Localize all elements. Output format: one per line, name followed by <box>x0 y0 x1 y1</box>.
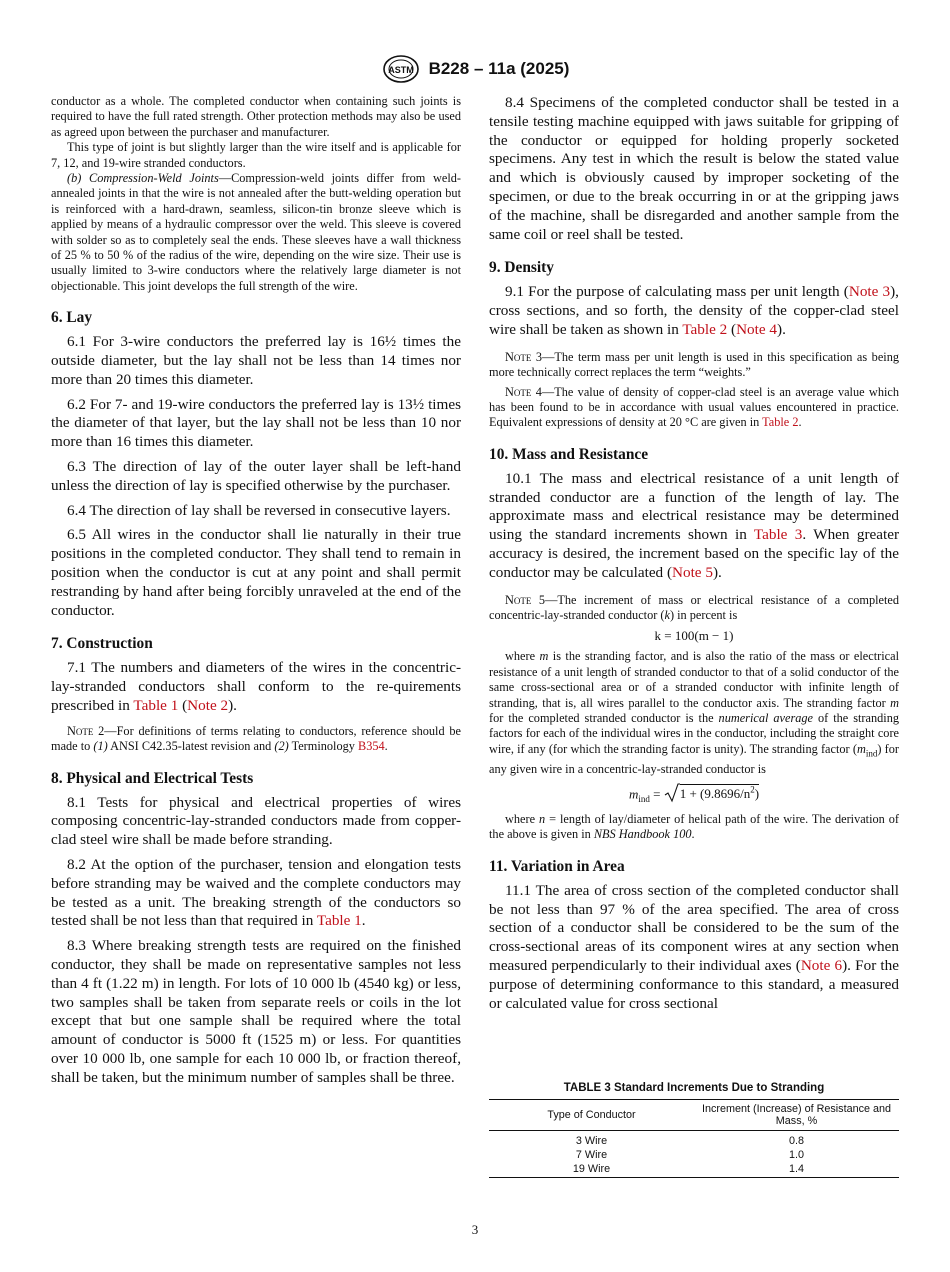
note-5-text-e: for the completed stranded conductor is the <box>489 711 719 726</box>
note-5-text-g: ) for any given wire in a concentric-lay-stranded conductor is <box>489 741 899 776</box>
table-3-col-increment: Increment (Increase) of Resistance and Mass, % <box>694 1100 899 1131</box>
compression-weld-label: (b) Compression-Weld Joints <box>67 171 219 186</box>
link-note-6[interactable]: Note 6 <box>800 957 843 975</box>
link-note-2[interactable]: Note 2 <box>187 697 229 715</box>
note-5-mind: m <box>856 741 866 756</box>
para-6-5: 6.5 All wires in the conductor shall lie naturally in their true positions in the completed conductor. They shall tend to remain in position when the conductor is cut at any point and shall permit restranding by hand after being forcibly unraveled at the end of the conductor. <box>51 526 461 619</box>
para-8-1: 8.1 Tests for physical and electrical properties of wires composing concentric-lay-stranded conductors made from copper-clad steel wire shall be made before stranding. <box>51 793 461 849</box>
para-10-1 <box>489 470 899 583</box>
note-5-text-f: of the stranding factors for each of the individual wires in the conductor, including the straight core wire, if any (for which the stranding factor is unity). The stranding factor ( <box>489 711 899 756</box>
intro-paragraph-1: conductor as a whole. The completed conductor when containing such joints is required to have the full rated strength. Other protection methods may also be used as agreed upon between the purchaser and manufacturer. <box>51 94 461 139</box>
equation-m-ind <box>489 781 899 808</box>
table-row <box>489 1148 899 1162</box>
section-8-title: 8. Physical and Electrical Tests <box>51 769 254 787</box>
para-9-1-text-a: 9.1 For the purpose of calculating mass per unit length ( <box>505 283 849 301</box>
note-4-label: Note 4 <box>505 384 542 399</box>
eq2-sup: 2 <box>750 785 755 796</box>
para-7-1 <box>51 659 461 715</box>
table-row <box>489 1162 899 1178</box>
table-3-grid <box>489 1099 899 1178</box>
note-5-m2: m <box>890 695 899 710</box>
para-8-2-text: 8.2 At the option of the purchaser, tension and elongation tests before stranding may be waived and the complete conductors may be tested as a unit. The breaking strength of the conductors so tested shall be not less than that required in <box>51 856 461 930</box>
note-4-text: —The value of density of copper-clad steel is an average value which has been found to be in accordance with usual values encountered in practice. Equivalent expressions of density at 20 °C are given in <box>489 384 899 430</box>
note-2-ref-2: (2) <box>274 739 289 754</box>
table-cell-value: 1.0 <box>788 1149 804 1161</box>
note-5-text-i: = length of lay/diameter of helical path of the wire. The derivation of the above is given in <box>489 812 899 842</box>
para-10-1-text-b: . When greater accuracy is desired, the increment based on the specific lay of the conductor may be calculated ( <box>489 526 900 581</box>
section-6-title: 6. Lay <box>51 309 93 327</box>
note-5-continued <box>489 649 899 777</box>
intro-paragraph-3 <box>51 171 461 294</box>
compression-weld-text: —Compression-weld joints differ from weld-annealed joints in that the wire is not annealed after the butt-welding operation but is reinforced with a hard-drawn, seamless, silicon-tin bronze sleeve which is applied by means of a hydraulic compressor over the weld. This sleeve is covered with solder so as to completely seal the ends. These sleeves have a wall thickness of 25 % to 50 % of the radius of the wire, depending on the wire size. Their use is usually limited to 3-wire conductors where the relatively large diameter is not objectionable. This joint develops the full strength of the wire. <box>51 171 462 293</box>
table-cell-type: 3 Wire <box>575 1135 608 1147</box>
page-number: 3 <box>471 1222 479 1237</box>
link-table-2-b[interactable]: Table 2 <box>762 415 799 430</box>
para-7-1-text-c: ). <box>228 697 237 715</box>
table-cell-type: 7 Wire <box>575 1149 608 1161</box>
note-5 <box>489 593 899 624</box>
note-5-text-c: where <box>505 649 540 664</box>
para-6-4: 6.4 The direction of lay shall be reversed in consecutive layers. <box>67 501 451 519</box>
para-11-1-text-a: 11.1 The area of cross section of the completed conductor shall be not less than 97 % of the area specified. The area of cross section of a conductor shall be considered to be the sum of the cross-sectional areas of its component wires at any section when measured perpendicularly to their individual axes ( <box>489 881 899 975</box>
link-table-1-b[interactable]: Table 1 <box>316 912 362 930</box>
note-2-text-c: Terminology <box>288 739 358 754</box>
section-11-title: 11. Variation in Area <box>489 857 625 875</box>
table-cell-type: 19 Wire <box>489 1162 694 1178</box>
right-column <box>489 94 899 1013</box>
table-3-col-type: Type of Conductor <box>489 1100 694 1131</box>
table-cell-value: 0.8 <box>788 1135 804 1147</box>
note-5-text-b: ) in percent is <box>669 607 738 622</box>
eq2-close: ) <box>754 786 760 802</box>
section-9-title: 9. Density <box>489 259 554 277</box>
note-2 <box>51 724 461 755</box>
para-6-1: 6.1 For 3-wire conductors the preferred lay is 16½ times the outside diameter, but the lay shall not be less than 14 times nor more than 20 times this diameter. <box>51 333 461 388</box>
link-b354[interactable]: B354 <box>358 739 385 754</box>
note-2-ref-1: (1) <box>93 739 108 754</box>
note-5-text-h: where <box>505 812 539 827</box>
table-3-header-row <box>489 1100 899 1131</box>
note-5-text-a: —The increment of mass or electrical resistance of a completed concentric-lay-stranded conductor ( <box>489 592 899 622</box>
note-5-ind: ind <box>865 748 878 759</box>
note-5-m1: m <box>539 649 549 664</box>
note-2-text-a: —For definitions of terms relating to conductors, reference should be made to <box>51 723 461 754</box>
sqrt-icon <box>664 783 680 808</box>
eq2-root: 1 + (9.8696/n <box>679 786 751 802</box>
section-10-title: 10. Mass and Resistance <box>489 445 649 463</box>
para-9-1-text-d: ). <box>777 320 786 338</box>
para-11-1-text-b: ). For the purpose of determining conformance to this standard, a measured or calculated value for cross sectional <box>489 957 899 1012</box>
document-id: B228 – 11a (2025) <box>428 59 570 78</box>
note-4 <box>489 385 899 431</box>
table-cell-value: 1.4 <box>694 1162 899 1178</box>
note-3-text: —The term mass per unit length is used in this specification as being more technically correct replaces the term “weights.” <box>489 349 899 380</box>
para-8-2-text-b: . <box>361 912 366 930</box>
link-table-2[interactable]: Table 2 <box>682 320 728 338</box>
equation-k: k = 100(m − 1) <box>654 628 734 644</box>
link-note-3[interactable]: Note 3 <box>848 283 891 301</box>
eq2-m: m <box>628 786 639 802</box>
note-2-text-d: . <box>384 739 388 754</box>
table-3-title: TABLE 3 Standard Increments Due to Stranding <box>563 1082 825 1094</box>
note-5-nbs-handbook: NBS Handbook 100 <box>593 827 692 842</box>
link-note-5[interactable]: Note 5 <box>672 563 713 581</box>
note-5-k: k <box>664 607 670 622</box>
note-3-label: Note 3 <box>505 349 543 364</box>
left-column <box>51 94 461 1088</box>
note-5-text-d: is the stranding factor, and is also the ratio of the mass or electrical resistance of a unit length of stranded conductor to that of a solid conductor of the same cross-sectional area or of a stranded conductor with infinite length of stranding, that is, all wires parallel to the conductor axis. The stranding factor <box>489 649 899 710</box>
para-7-1-text: 7.1 The numbers and diameters of the wires in the concentric-lay-stranded conductors shall conform to the re-quirements prescribed in <box>51 659 461 715</box>
page-header <box>0 52 950 86</box>
note-4-end: . <box>798 415 802 430</box>
para-7-1-text-b: ( <box>178 697 188 715</box>
para-10-1-text-a: 10.1 The mass and electrical resistance of a unit length of stranded conductor are a function of the length of lay. The approximate mass and electrical resistance may be determined using the standard increments shown in <box>489 469 899 544</box>
note-5-numerical-average: numerical average <box>718 711 813 726</box>
para-8-3: 8.3 Where breaking strength tests are required on the finished conductor, they shall be made on representative samples not less than 4 ft (1.22 m) in length. For lots of 10 000 lb (4540 kg) or less, two samples shall be taken from separate reels or coils in the lot except that but one sample shall be required where the total amount of conductor is 5000 ft (1525 m) or less. For quantities over 10 000 lb, one sample for each 10 000 lb, or fraction thereof, shall be taken, but the minimum number of samples shall be three. <box>51 937 461 1086</box>
section-7-title: 7. Construction <box>51 635 153 653</box>
para-11-1 <box>489 882 899 1014</box>
note-5-n: n <box>538 812 546 827</box>
para-6-2: 6.2 For 7- and 19-wire conductors the preferred lay is 13½ times the diameter of that layer, but the lay shall not be less than 10 nor more than 16 times this diameter. <box>51 395 461 451</box>
para-6-3: 6.3 The direction of lay of the outer layer shall be left-hand unless the direction of lay is specified otherwise by the purchaser. <box>51 458 461 494</box>
table-row <box>489 1131 899 1149</box>
para-8-4: 8.4 Specimens of the completed conductor shall be tested in a tensile testing machine equipped with jaws suitable for gripping of the conductor or equipped for holding properly socketed specimens. Any test in which the result is below the stated value and which is obviously caused by improper socketing of the specimen, or due to the break occurring in or at the gripping jaws of the machine, shall be disregarded and another sample from the same coil or reel shall be tested. <box>489 94 899 243</box>
note-2-text-b: ANSI C42.35-latest revision and <box>107 739 275 754</box>
astm-logo-icon <box>381 54 421 84</box>
intro-paragraph-2: This type of joint is but slightly larger than the wire itself and is applicable for 7, 12, and 19-wire stranded conductors. <box>51 140 461 170</box>
link-table-3[interactable]: Table 3 <box>753 526 803 544</box>
note-5-label: Note 5 <box>505 592 546 607</box>
table-3 <box>489 1082 899 1178</box>
para-8-2 <box>51 856 461 931</box>
para-9-1-text-c: ( <box>727 320 737 338</box>
note-5-where-n <box>489 812 899 843</box>
note-3 <box>489 350 899 381</box>
para-9-1 <box>489 283 899 339</box>
para-10-1-text-c: ). <box>712 563 722 581</box>
note-5-text-j: . <box>691 827 695 842</box>
logo-text: ASTM <box>387 65 414 75</box>
para-9-1-text-b: ), cross sections, and so forth, the density of the copper-clad steel wire shall be taken as shown in <box>489 283 899 338</box>
eq2-radicand <box>680 784 759 801</box>
eq2-ind: ind <box>638 794 650 805</box>
link-table-1[interactable]: Table 1 <box>133 697 179 715</box>
eq2-equals: = <box>653 786 664 802</box>
note-2-label: Note 2 <box>67 723 105 738</box>
link-note-4[interactable]: Note 4 <box>736 320 778 338</box>
